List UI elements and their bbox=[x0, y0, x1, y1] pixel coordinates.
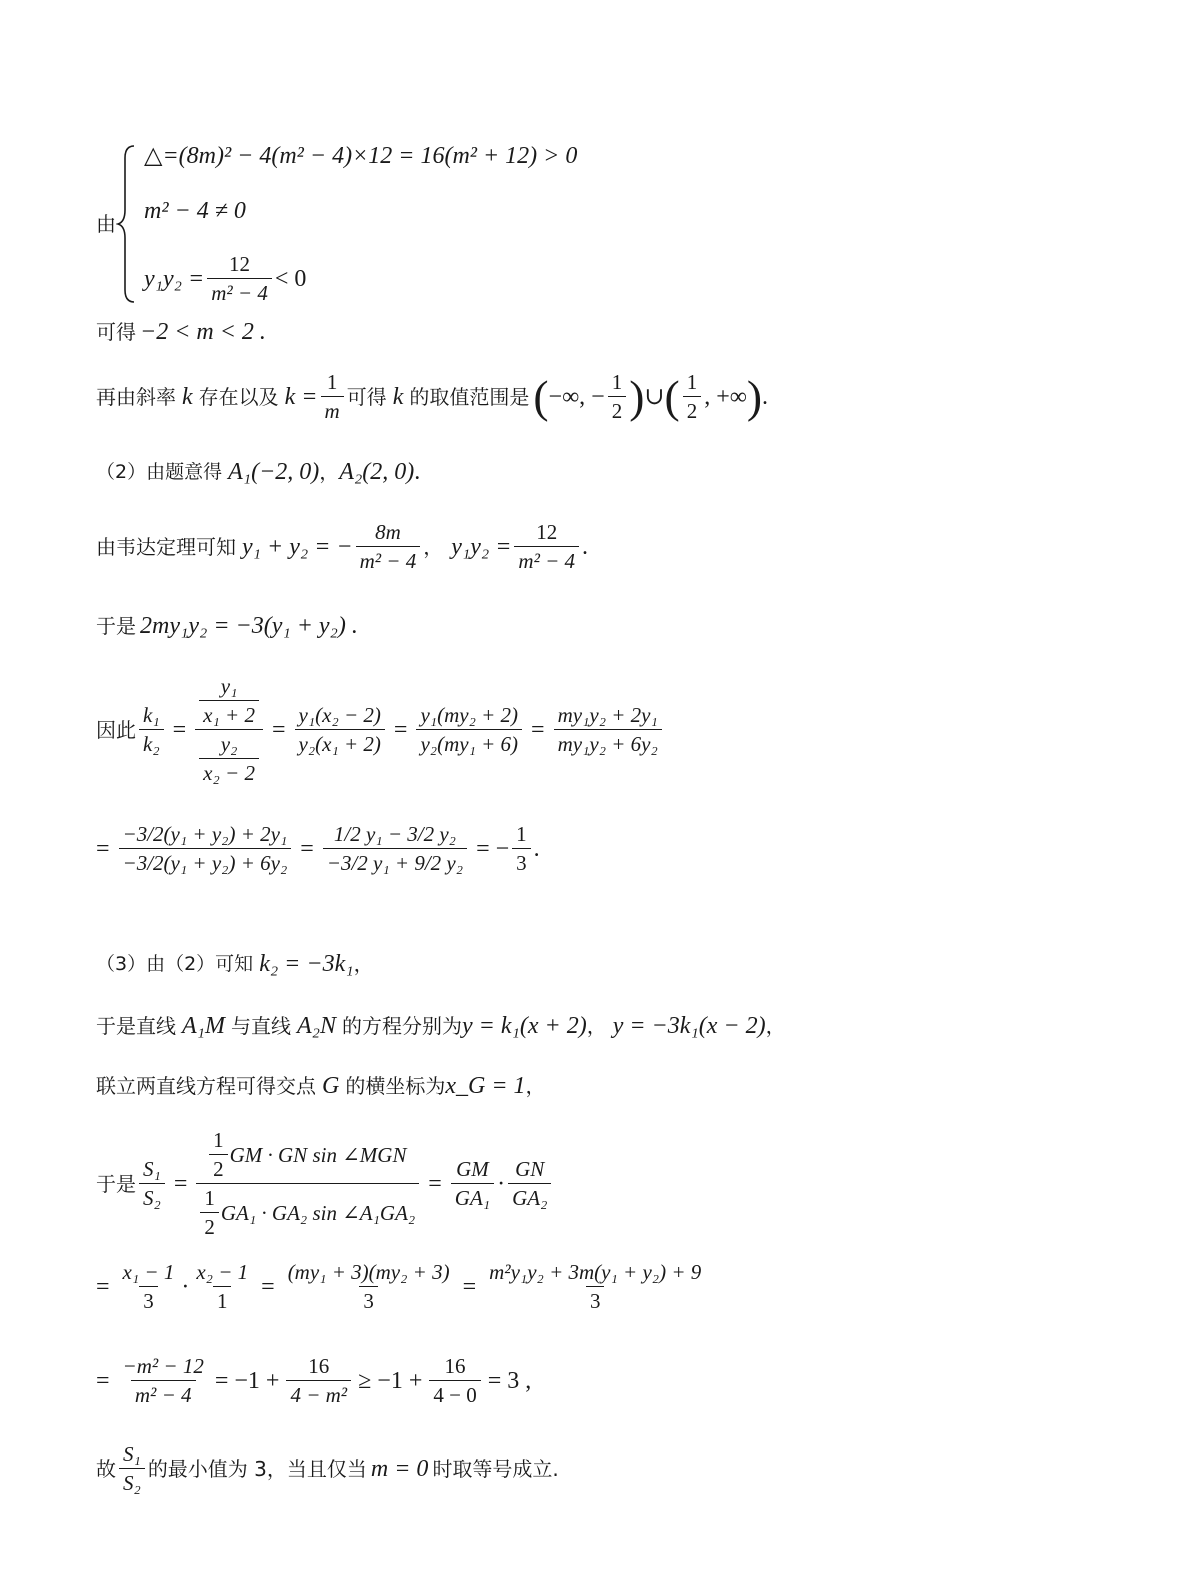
area2-fraction-1 bbox=[119, 1262, 179, 1312]
gn-ratio bbox=[508, 1159, 551, 1209]
separator: ， bbox=[353, 952, 374, 976]
equals: = bbox=[531, 717, 545, 743]
compound-numerator bbox=[205, 1130, 410, 1183]
s-ratio-fraction bbox=[139, 1159, 165, 1209]
fraction-numerator: S₁ bbox=[123, 1442, 141, 1466]
fraction-denominator: 3 bbox=[586, 1286, 605, 1312]
fraction-denominator: x₂ − 2 bbox=[199, 758, 259, 784]
slope-k-2: k bbox=[392, 384, 404, 410]
slope-fraction bbox=[321, 372, 344, 422]
product-fraction bbox=[207, 254, 272, 304]
fraction-numerator: −m² − 12 bbox=[122, 1354, 204, 1378]
line-a1m: A₁M bbox=[182, 1013, 225, 1039]
slope-k: k bbox=[182, 384, 193, 410]
separator: ， bbox=[319, 460, 340, 484]
fraction-denominator: m² − 4 bbox=[514, 546, 579, 572]
period: . bbox=[533, 836, 540, 862]
conclusion-text-3: 时取等号成立. bbox=[432, 1457, 559, 1481]
ratio-line-1 bbox=[96, 676, 665, 784]
relation-math: 2my₁y₂ = −3(y₁ + y₂) . bbox=[140, 613, 358, 639]
fraction-numerator: S₁ bbox=[143, 1157, 161, 1181]
fraction-numerator: −3/2(y₁ + y₂) + 2y₁ bbox=[122, 822, 288, 846]
area-line-1: 于是 $\frac{\text{S₁}}{\text{S₂}}$ = $\frac{1}{2}$ GM · GN sin ∠MGN $\frac{1}{2}$ GA₁ · GA₂ sin ∠A₁GA₂ = $\frac{GM}{\text{GA₁}}$ · $\frac{GN}{\text{GA₂}}$ bbox=[96, 1130, 554, 1238]
vieta-product-fraction bbox=[514, 522, 579, 572]
fraction-numerator: y₁ bbox=[220, 674, 238, 698]
fraction-numerator: 1 bbox=[611, 370, 623, 394]
ratio-text: 因此 bbox=[96, 718, 136, 742]
slope-k-eq: k = bbox=[284, 384, 318, 410]
fraction-numerator: 1 bbox=[686, 370, 698, 394]
separator: ， bbox=[765, 1014, 786, 1038]
lines-text-3: 的方程分别为 bbox=[342, 1014, 463, 1038]
compound-denominator bbox=[196, 1183, 419, 1238]
part3-math: k₂ = −3k₁ bbox=[259, 951, 354, 977]
vieta-sum-lhs: y₁ + y₂ = − bbox=[242, 534, 353, 560]
lines-line bbox=[96, 1014, 786, 1038]
slope-range-line: 再由斜率 k 存在以及 k = $\frac{1}{m}$ 可得 k 的取值范围是 ( −∞, − $\frac{1}{2}$ ) ∪ ( $\frac{1}{2}$ , +∞ ) . bbox=[96, 370, 769, 423]
m-range-line bbox=[96, 320, 266, 344]
fraction-denominator: −3/2 y₁ + 9/2 y₂ bbox=[323, 848, 467, 874]
area2-fraction-3 bbox=[284, 1262, 454, 1312]
inner-fraction-bottom bbox=[199, 734, 259, 784]
fraction-denominator: S₂ bbox=[139, 1183, 165, 1209]
area3-tail: = 3 , bbox=[487, 1368, 532, 1394]
fraction-numerator: (my₁ + 3)(my₂ + 3) bbox=[287, 1260, 450, 1284]
point-a2: A₂(2, 0) bbox=[339, 459, 415, 485]
ratio2-fraction-2 bbox=[323, 824, 467, 874]
compound-fraction bbox=[195, 676, 263, 784]
fraction-denominator: y₂(my₁ + 6) bbox=[416, 729, 522, 755]
fraction-numerator: 12 bbox=[536, 520, 558, 544]
area-bottom-expression: GA₁ · GA₂ sin ∠A₁GA₂ bbox=[220, 1200, 416, 1225]
fraction-numerator: 16 bbox=[444, 1354, 466, 1378]
fraction-denominator: 2 bbox=[209, 1154, 228, 1180]
fraction-denominator: y₂(x₁ + 2) bbox=[295, 729, 385, 755]
area-compound-fraction bbox=[196, 1130, 419, 1238]
system-prefix: 由 bbox=[96, 212, 116, 236]
part3-label: （3）由（2）可知 bbox=[96, 952, 254, 975]
fraction-numerator: y₂ bbox=[220, 732, 238, 756]
conclusion-text-1: 故 bbox=[96, 1457, 116, 1481]
part3-line bbox=[96, 952, 374, 976]
fraction-numerator: y₁(my₂ + 2) bbox=[420, 703, 519, 727]
product-lhs: y₁y₂ = bbox=[144, 266, 205, 292]
system-eq-nonzero: m² − 4 ≠ 0 bbox=[144, 198, 246, 224]
fraction-numerator: 8m bbox=[375, 520, 401, 544]
fraction-numerator: my₁y₂ + 2y₁ bbox=[557, 703, 658, 727]
conclusion-s-ratio bbox=[119, 1444, 145, 1494]
slope-text-4: 的取值范围是 bbox=[409, 385, 530, 409]
conclusion-text-2: 的最小值为 3，当且仅当 bbox=[147, 1457, 367, 1481]
inner-fraction-top bbox=[199, 676, 259, 726]
ratio2-fraction-1 bbox=[119, 824, 292, 874]
negative-sign: − bbox=[495, 836, 510, 862]
fraction-denominator: m² − 4 bbox=[356, 546, 421, 572]
fraction-denominator: 4 − 0 bbox=[429, 1380, 480, 1406]
m-range-math: −2 < m < 2 . bbox=[140, 319, 266, 345]
period: . bbox=[414, 459, 421, 485]
equals: = bbox=[172, 717, 187, 743]
fraction-denominator: 1 bbox=[213, 1286, 232, 1312]
fraction-numerator: k₁ bbox=[143, 703, 160, 727]
separator: ， bbox=[423, 535, 444, 559]
compound-denominator bbox=[195, 729, 263, 784]
fraction-denominator: 3 bbox=[512, 848, 531, 874]
slope-text-3: 可得 bbox=[346, 385, 387, 409]
interval-2-right: , +∞ bbox=[704, 384, 747, 410]
system-eq-discriminant: △=(8m)² − 4(m² − 4)×12 = 16(m² + 12) > 0 bbox=[144, 143, 578, 169]
conclusion-line bbox=[96, 1444, 559, 1494]
k-ratio-fraction bbox=[139, 705, 164, 755]
fraction-denominator: GA₁ bbox=[451, 1183, 494, 1209]
slope-end: . bbox=[762, 384, 769, 410]
inequality-system bbox=[96, 144, 577, 304]
area-top-expression: GM · GN sin ∠MGN bbox=[229, 1142, 407, 1167]
vieta-line bbox=[96, 522, 588, 572]
separator: ， bbox=[586, 1014, 607, 1038]
system-eq-product bbox=[144, 254, 577, 304]
fraction-numerator: 1 bbox=[204, 1186, 215, 1210]
fraction-denominator: 3 bbox=[359, 1286, 378, 1312]
ratio-fraction-3 bbox=[416, 705, 522, 755]
fraction-numerator: y₁(x₂ − 2) bbox=[298, 703, 381, 727]
union-symbol: ∪ bbox=[644, 384, 665, 410]
area3-fraction-3 bbox=[429, 1356, 480, 1406]
fraction-numerator: m²y₁y₂ + 3m(y₁ + y₂) + 9 bbox=[489, 1260, 702, 1284]
product-rhs: < 0 bbox=[274, 266, 307, 292]
interval-2-fraction bbox=[683, 372, 702, 422]
equals: = bbox=[271, 717, 286, 743]
separator: ， bbox=[525, 1074, 546, 1098]
vieta-sum-fraction bbox=[356, 522, 421, 572]
equals: = bbox=[393, 717, 408, 743]
area2-fraction-4 bbox=[485, 1262, 705, 1312]
intersect-text-1: 联立两直线方程可得交点 bbox=[96, 1074, 316, 1098]
area3-middle-2: ≥ −1 + bbox=[358, 1368, 423, 1394]
fraction-numerator: 1 bbox=[326, 370, 338, 394]
fraction-denominator: S₂ bbox=[119, 1468, 145, 1494]
line-eq-1: y = k₁(x + 2) bbox=[462, 1013, 587, 1039]
line-eq-2: y = −3k₁(x − 2) bbox=[612, 1013, 766, 1039]
fraction-numerator: 1 bbox=[213, 1128, 224, 1152]
fraction-numerator: x₁ − 1 bbox=[122, 1260, 175, 1284]
half-fraction bbox=[200, 1188, 219, 1238]
ratio-line-2: = $\frac{\text{−3/2(y₁ + y₂) + 2y₁}}{\text{−3/2(y₁ + y₂) + 6y₂}}$ = $\frac{\text{1/2 y₁ − 3/2 y₂}}{\text{−3/2 y₁ + 9/2 y₂}}$ = − $\frac{1}{3}$ . bbox=[96, 822, 540, 875]
interval-1-left: −∞, − bbox=[548, 384, 605, 410]
slope-text-1: 再由斜率 bbox=[96, 385, 176, 409]
part2-label: （2）由题意得 bbox=[96, 460, 223, 483]
fraction-denominator: m bbox=[321, 396, 344, 422]
fraction-denominator: x₁ + 2 bbox=[199, 700, 259, 726]
half-fraction bbox=[209, 1130, 228, 1180]
fraction-numerator: 12 bbox=[229, 252, 250, 276]
intersect-text-2: 的横坐标为 bbox=[345, 1074, 446, 1098]
area3-fraction-2 bbox=[286, 1356, 351, 1406]
lines-text-2: 与直线 bbox=[231, 1014, 291, 1038]
area-text: 于是 bbox=[96, 1172, 136, 1196]
slope-text-2: 存在以及 bbox=[198, 385, 279, 409]
area3-middle-1: = −1 + bbox=[214, 1368, 280, 1394]
area2-fraction-2 bbox=[192, 1262, 252, 1312]
ratio2-result bbox=[512, 824, 531, 874]
intersect-math: x_G = 1 bbox=[445, 1073, 526, 1099]
ratio-fraction-2 bbox=[295, 705, 385, 755]
relation-text: 于是 bbox=[96, 614, 136, 638]
m-range-text: 可得 bbox=[96, 320, 136, 344]
fraction-denominator: 2 bbox=[200, 1212, 219, 1238]
point-a1: A₁(−2, 0) bbox=[228, 459, 320, 485]
dot-operator: · bbox=[497, 1171, 506, 1197]
fraction-denominator: 4 − m² bbox=[286, 1380, 351, 1406]
fraction-denominator: 2 bbox=[608, 396, 627, 422]
gm-ratio bbox=[451, 1159, 494, 1209]
fraction-denominator: k₂ bbox=[139, 729, 164, 755]
point-g: G bbox=[322, 1073, 340, 1099]
fraction-numerator: 1 bbox=[516, 822, 527, 846]
fraction-denominator: m² − 4 bbox=[207, 278, 272, 304]
area-line-2: = $\frac{\text{x₁ − 1}}{3}$ · $\frac{\text{x₂ − 1}}{1}$ = $\frac{\text{(my₁ + 3)(my₂ + 3)}}{3}$ = $\frac{\text{m²y₁y₂ + 3m(y₁ + y₂) + 9}}{3}$ bbox=[96, 1262, 708, 1312]
fraction-denominator: −3/2(y₁ + y₂) + 6y₂ bbox=[119, 848, 292, 874]
part2-intro-line bbox=[96, 460, 420, 484]
compound-numerator bbox=[195, 676, 263, 729]
period: . bbox=[582, 534, 589, 560]
fraction-denominator: m² − 4 bbox=[131, 1380, 196, 1406]
fraction-numerator: x₂ − 1 bbox=[196, 1260, 249, 1284]
lines-text-1: 于是直线 bbox=[96, 1014, 176, 1038]
fraction-denominator: GA₂ bbox=[508, 1183, 551, 1209]
left-brace-icon bbox=[116, 144, 138, 304]
fraction-denominator: my₁y₂ + 6y₂ bbox=[554, 729, 662, 755]
fraction-numerator: GN bbox=[515, 1157, 545, 1181]
system-body bbox=[116, 144, 577, 304]
ratio-fraction-4 bbox=[554, 705, 662, 755]
fraction-denominator: 3 bbox=[139, 1286, 158, 1312]
vieta-text: 由韦达定理可知 bbox=[96, 535, 236, 559]
conclusion-math: m = 0 bbox=[370, 1456, 429, 1482]
vieta-product-lhs: y₁y₂ = bbox=[451, 534, 512, 560]
interval-1-fraction bbox=[608, 372, 627, 422]
area3-fraction-1 bbox=[119, 1356, 208, 1406]
fraction-numerator: 1/2 y₁ − 3/2 y₂ bbox=[333, 822, 456, 846]
fraction-numerator: GM bbox=[456, 1157, 489, 1181]
intersection-line bbox=[96, 1074, 546, 1098]
area-line-3: = $\frac{\text{−m² − 12}}{\text{m² − 4}}$ = −1 + $\frac{16}{\text{4 − m²}}$ ≥ −1 + $\frac{16}{4 - 0}$ = 3 , bbox=[96, 1354, 532, 1407]
relation-line bbox=[96, 614, 358, 638]
line-a2n: A₂N bbox=[297, 1013, 337, 1039]
fraction-denominator: 2 bbox=[683, 396, 702, 422]
fraction-numerator: 16 bbox=[308, 1354, 330, 1378]
